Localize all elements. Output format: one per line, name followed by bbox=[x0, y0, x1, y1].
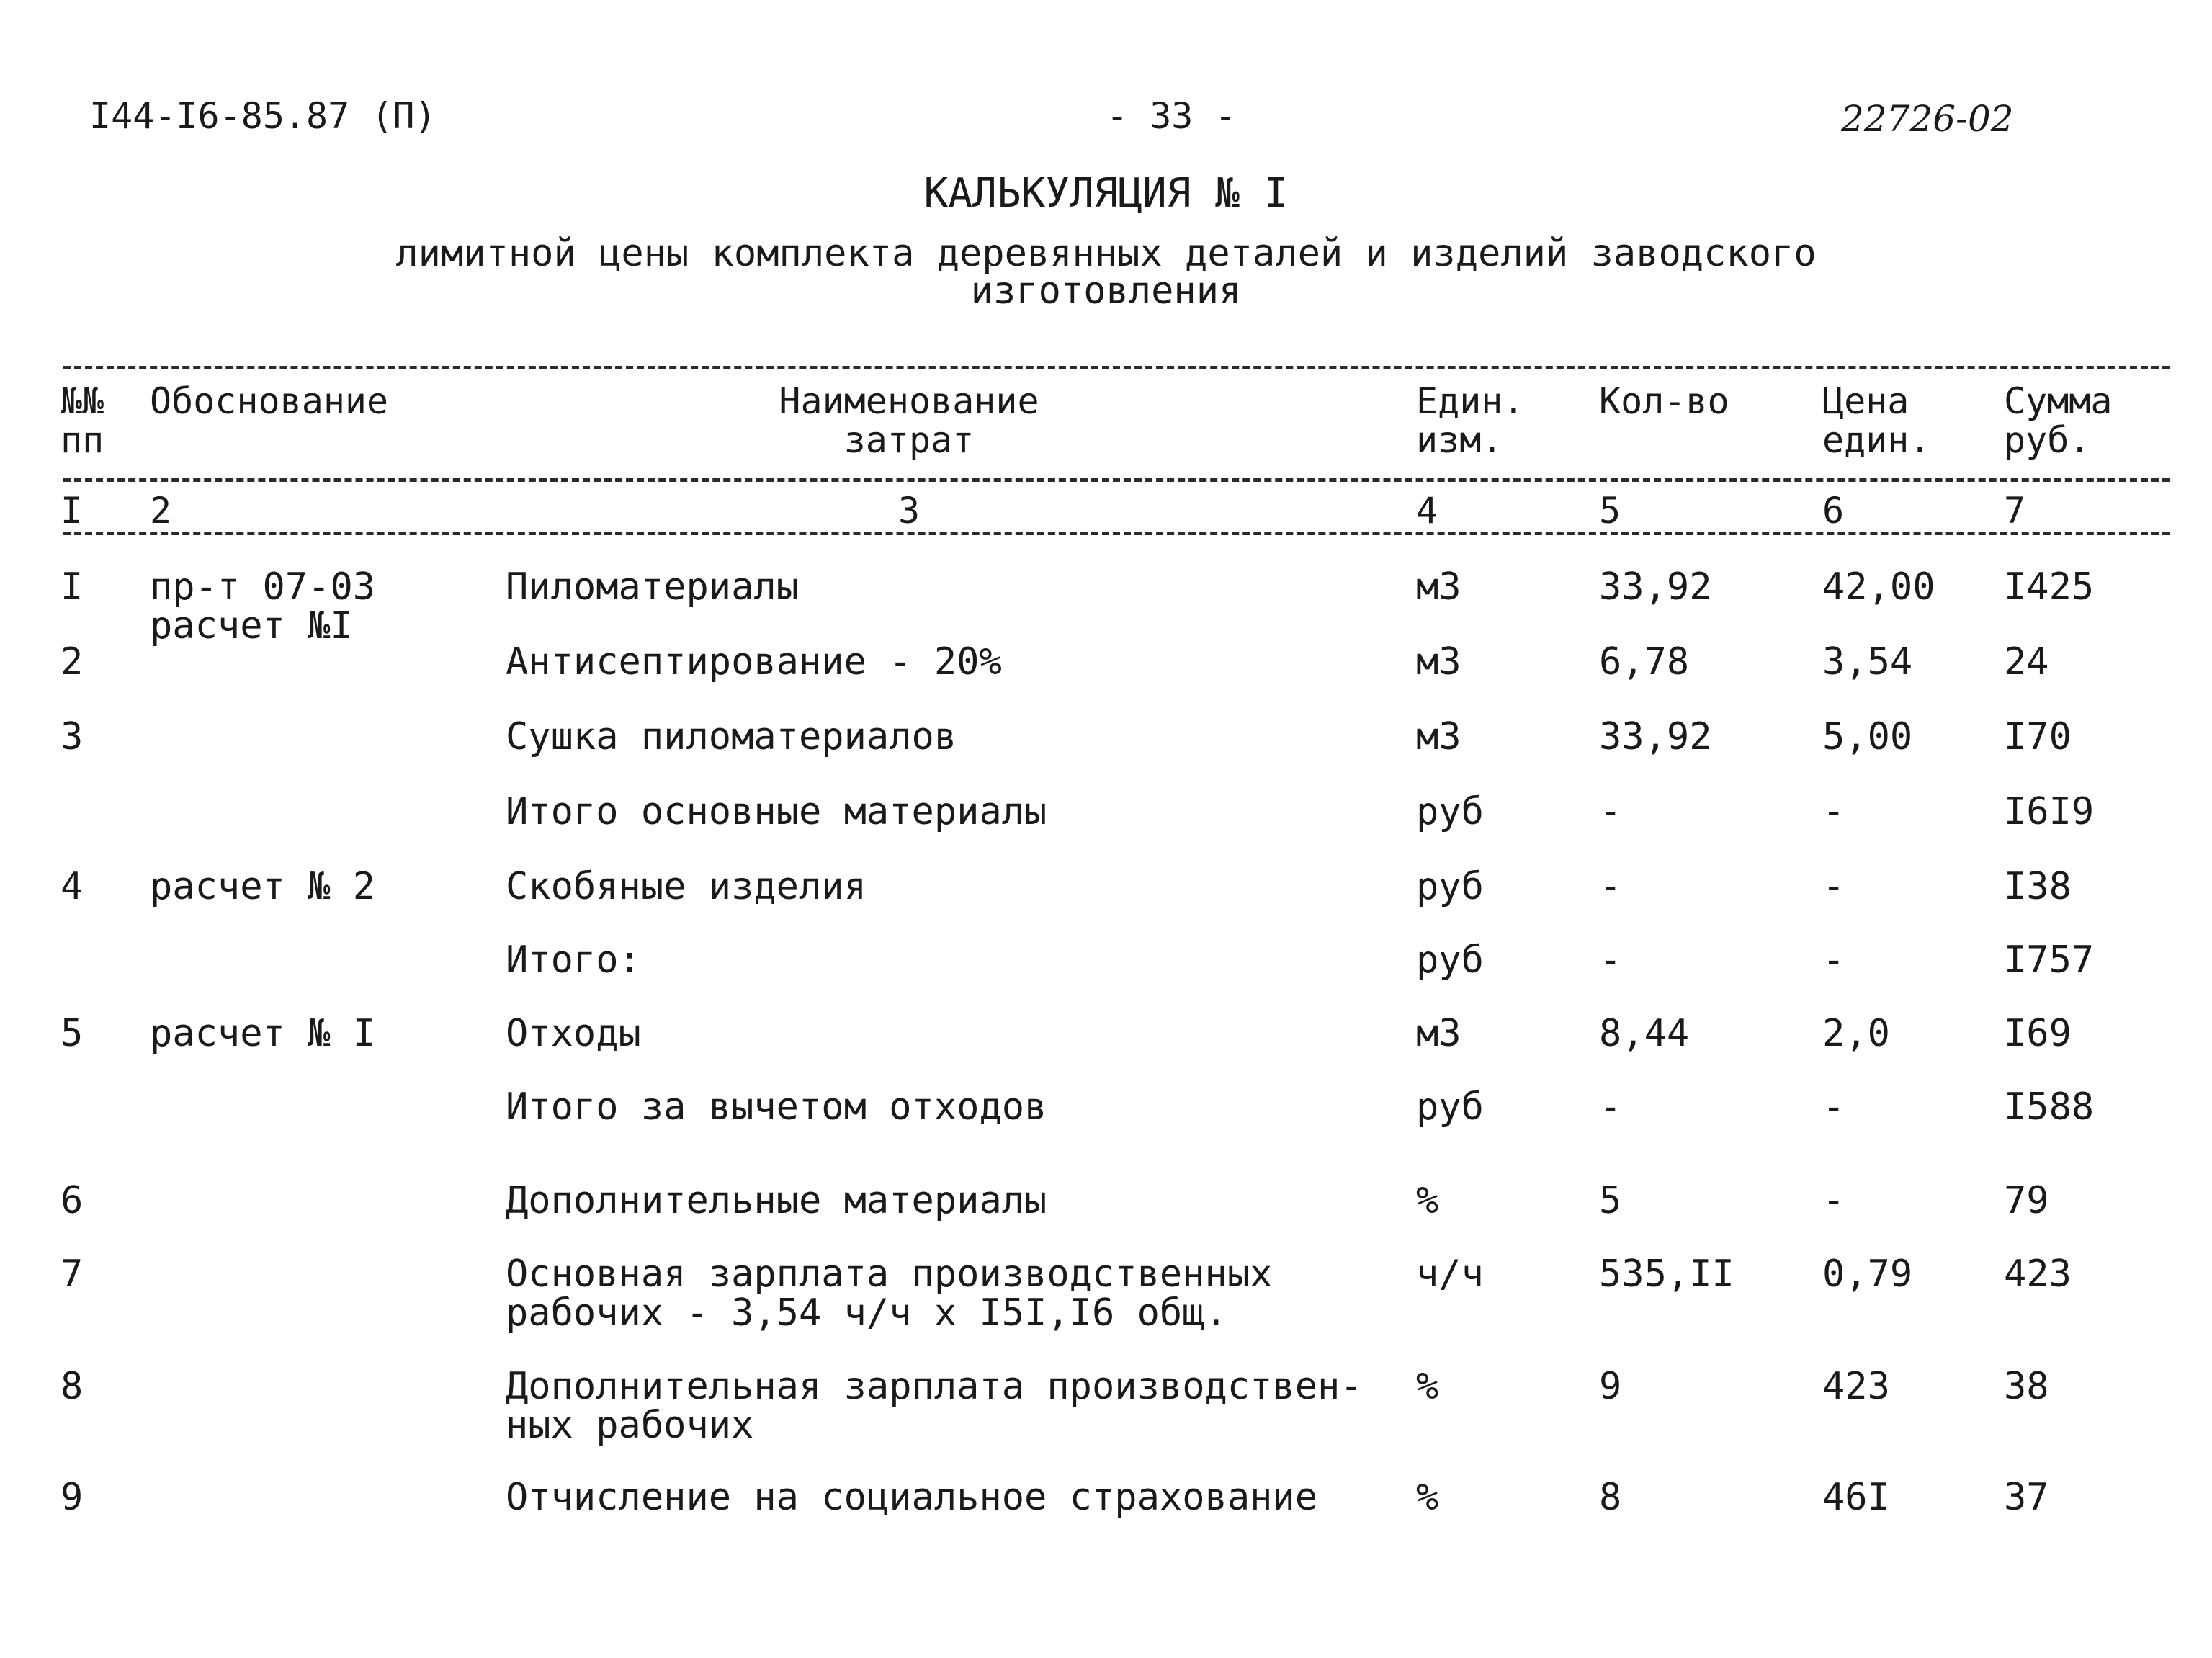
row-sum: I38 bbox=[2004, 865, 2072, 908]
row-unit-price: - bbox=[1822, 938, 1845, 982]
row-number: I bbox=[61, 565, 84, 609]
row-cost-name-line-1: Скобяные изделия bbox=[506, 865, 867, 908]
header-number-line-1: №№ bbox=[61, 380, 104, 422]
header-unit-price-line-1: Цена bbox=[1822, 380, 1909, 422]
header-cost-name-line-1: Наименование bbox=[779, 380, 1039, 422]
row-number: 7 bbox=[61, 1253, 84, 1296]
header-quantity-line-1: Кол-во bbox=[1599, 380, 1729, 422]
row-sum: I588 bbox=[2004, 1085, 2095, 1129]
row-unit: % bbox=[1416, 1365, 1439, 1408]
header-unit-line-1: Един. bbox=[1416, 380, 1525, 422]
row-cost-name-line-2: ных рабочих bbox=[506, 1404, 754, 1447]
row-number: 4 bbox=[61, 865, 84, 908]
row-cost-name-line-1: Антисептирование - 20% bbox=[506, 640, 1002, 684]
column-number-4: 4 bbox=[1416, 490, 1438, 532]
column-number-2: 2 bbox=[150, 490, 172, 532]
column-number-3: 3 bbox=[897, 490, 921, 532]
row-sum: I425 bbox=[2004, 565, 2095, 609]
row-unit-price: 46I bbox=[1822, 1476, 1890, 1519]
row-cost-name-line-1: Отчисление на социальное страхование bbox=[506, 1476, 1318, 1519]
row-unit-price: 42,00 bbox=[1822, 565, 1935, 609]
row-unit-price: - bbox=[1822, 1179, 1845, 1222]
column-number-5: 5 bbox=[1599, 490, 1621, 532]
row-cost-name-line-1: Сушка пиломатериалов bbox=[506, 715, 957, 758]
row-unit: % bbox=[1416, 1476, 1439, 1519]
row-quantity: 535,II bbox=[1599, 1253, 1734, 1296]
row-unit: м3 bbox=[1416, 640, 1461, 684]
row-sum: 24 bbox=[2004, 640, 2049, 684]
row-unit-price: 2,0 bbox=[1822, 1012, 1890, 1055]
header-sum-line-2: руб. bbox=[2004, 419, 2091, 461]
document-subtitle-line-1: лимитной цены комплекта деревянных деталей и изделий заводского bbox=[395, 232, 1817, 275]
row-number: 5 bbox=[61, 1012, 84, 1055]
row-sum: 423 bbox=[2004, 1253, 2072, 1296]
row-unit: % bbox=[1416, 1179, 1439, 1222]
handwritten-document-number: 22726-02 bbox=[1841, 98, 2014, 140]
row-cost-name-line-1: Итого основные материалы bbox=[506, 790, 1047, 833]
row-sum: I757 bbox=[2004, 938, 2095, 982]
row-cost-name-line-1: Пиломатериалы bbox=[506, 565, 799, 609]
row-cost-name-line-1: Отходы bbox=[506, 1012, 641, 1055]
row-quantity: 5 bbox=[1599, 1179, 1622, 1222]
row-sum: I70 bbox=[2004, 715, 2072, 758]
page-number: - 33 - bbox=[1106, 95, 1237, 137]
row-unit: руб bbox=[1416, 1085, 1484, 1129]
header-basis-line-1: Обоснование bbox=[150, 380, 389, 422]
header-number-line-2: пп bbox=[61, 419, 104, 461]
row-unit: ч/ч bbox=[1416, 1253, 1484, 1296]
row-unit: м3 bbox=[1416, 565, 1461, 609]
row-basis-line-1: пр-т 07-03 bbox=[150, 565, 376, 609]
row-sum: I6I9 bbox=[2004, 790, 2095, 833]
header-unit-line-2: изм. bbox=[1416, 419, 1503, 461]
table-header-rule bbox=[63, 478, 2170, 482]
row-quantity: - bbox=[1599, 865, 1622, 908]
row-cost-name-line-1: Дополнительные материалы bbox=[506, 1179, 1047, 1222]
row-unit-price: - bbox=[1822, 865, 1845, 908]
row-quantity: 8 bbox=[1599, 1476, 1622, 1519]
row-quantity: - bbox=[1599, 938, 1622, 982]
column-number-1: I bbox=[61, 490, 83, 532]
row-unit-price: 5,00 bbox=[1822, 715, 1913, 758]
row-cost-name-line-1: Основная зарплата производственных bbox=[506, 1253, 1273, 1296]
row-sum: 79 bbox=[2004, 1179, 2049, 1222]
row-unit-price: 423 bbox=[1822, 1365, 1890, 1408]
row-basis-line-1: расчет № I bbox=[150, 1012, 376, 1055]
document-code: I44-I6-85.87 (П) bbox=[89, 95, 436, 137]
row-unit: руб bbox=[1416, 790, 1484, 833]
row-quantity: 33,92 bbox=[1599, 565, 1712, 609]
column-number-6: 6 bbox=[1822, 490, 1845, 532]
row-quantity: 8,44 bbox=[1599, 1012, 1690, 1055]
row-cost-name-line-1: Итого за вычетом отходов bbox=[506, 1085, 1047, 1129]
row-cost-name-line-1: Дополнительная зарплата производствен- bbox=[506, 1365, 1363, 1408]
header-unit-price-line-2: един. bbox=[1822, 419, 1931, 461]
row-basis-line-2: расчет №I bbox=[150, 604, 353, 647]
document-subtitle-line-2: изготовления bbox=[970, 269, 1242, 313]
row-unit-price: - bbox=[1822, 1085, 1845, 1129]
row-quantity: - bbox=[1599, 1085, 1622, 1129]
row-unit-price: 0,79 bbox=[1822, 1253, 1913, 1296]
row-unit: руб bbox=[1416, 865, 1484, 908]
row-unit: руб bbox=[1416, 938, 1484, 982]
row-unit: м3 bbox=[1416, 715, 1461, 758]
table-top-rule bbox=[63, 366, 2170, 369]
row-sum: 38 bbox=[2004, 1365, 2049, 1408]
row-sum: 37 bbox=[2004, 1476, 2049, 1519]
row-number: 3 bbox=[61, 715, 84, 758]
row-unit: м3 bbox=[1416, 1012, 1461, 1055]
row-cost-name-line-2: рабочих - 3,54 ч/ч х I5I,I6 общ. bbox=[506, 1291, 1227, 1335]
row-number: 9 bbox=[61, 1476, 84, 1519]
row-cost-name-line-1: Итого: bbox=[506, 938, 641, 982]
row-unit-price: 3,54 bbox=[1822, 640, 1913, 684]
row-number: 8 bbox=[61, 1365, 84, 1408]
table-column-number-rule bbox=[63, 532, 2170, 535]
row-number: 6 bbox=[61, 1179, 84, 1222]
row-number: 2 bbox=[61, 640, 84, 684]
row-basis-line-1: расчет № 2 bbox=[150, 865, 376, 908]
column-number-7: 7 bbox=[2004, 490, 2026, 532]
row-quantity: - bbox=[1599, 790, 1622, 833]
row-sum: I69 bbox=[2004, 1012, 2072, 1055]
row-quantity: 6,78 bbox=[1599, 640, 1690, 684]
row-quantity: 33,92 bbox=[1599, 715, 1712, 758]
header-cost-name-line-2: затрат bbox=[843, 419, 975, 461]
row-unit-price: - bbox=[1822, 790, 1845, 833]
document-title: КАЛЬКУЛЯЦИЯ № I bbox=[923, 170, 1289, 217]
row-quantity: 9 bbox=[1599, 1365, 1622, 1408]
header-sum-line-1: Сумма bbox=[2004, 380, 2113, 422]
